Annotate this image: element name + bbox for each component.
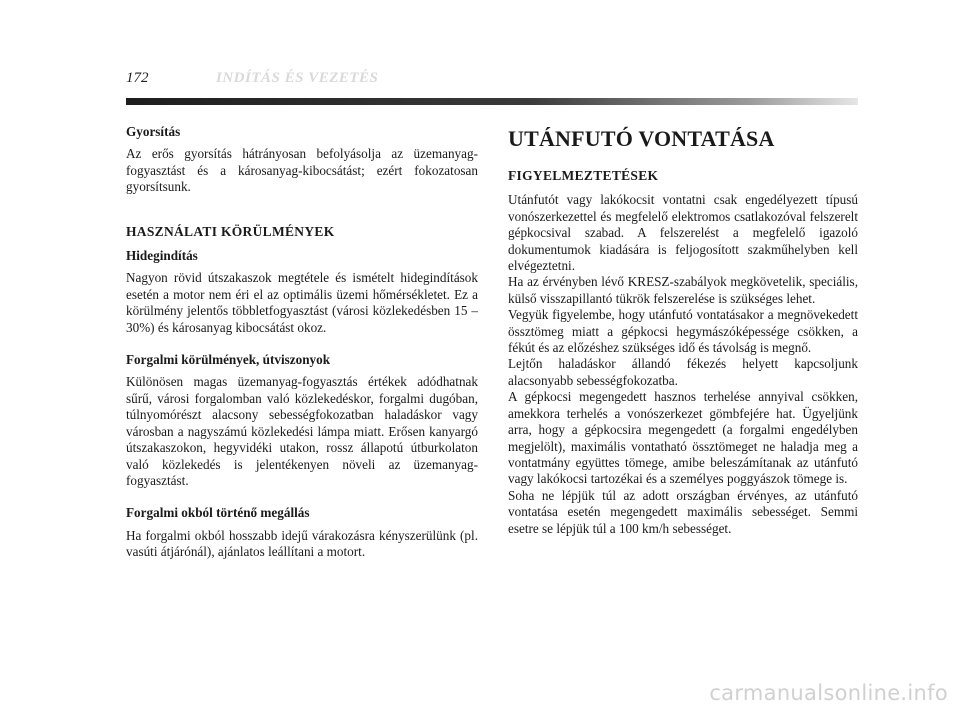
- warnings-heading: FIGYELMEZTETÉSEK: [508, 168, 659, 183]
- spacer: [126, 336, 478, 352]
- page-number: 172: [126, 70, 149, 86]
- cold-start-text: Nagyon rövid útszakaszok megtétele és ismételt hidegindítások esetén a motor nem éri el az optimális üzemi hőmérsékletet. Ez a körülmény jelentős többletfogyasztást (városi közlekedésben 15 – 30%) és károsanyag kibocsátást okoz.: [126, 270, 478, 335]
- spacer: [126, 196, 478, 224]
- warning-paragraph: Soha ne lépjük túl az adott országban érvényes, az utánfutó vontatása esetén megengedett maximális sebességet. Semmi esetre se lépjük túl a 100 km/h sebességet.: [508, 487, 858, 536]
- left-column: [126, 124, 478, 561]
- warning-paragraph: Ha az érvényben lévő KRESZ-szabályok megkövetelik, speciális, külső visszapillantó tükrök felszerelése is szükséges lehet.: [508, 274, 858, 306]
- stopping-heading: Forgalmi okból történő megállás: [126, 505, 310, 521]
- warning-paragraph: Vegyük figyelembe, hogy utánfutó vontatásakor a megnövekedett össztömeg miatt a gépkocsi hegymászóképessége csökken, a fékút és az előzéshez szükséges idő és távolság is megnő.: [508, 307, 858, 356]
- acceleration-text: Az erős gyorsítás hátrányosan befolyásolja az üzemanyag-fogyasztást és a károsanyag-kibocsátást; ezért fokozatosan gyorsítsunk.: [126, 146, 478, 195]
- header-rule: [126, 98, 858, 105]
- traffic-text: Különösen magas üzemanyag-fogyasztás értékek adódhatnak sűrű, városi forgalomban való közlekedéskor, forgalmi dugóban, túlnyomórészt alacsony sebességfokozatban haladáskor vagy városban a nagyszámú közlekedési lámpa miatt. Erősen kanyargó útszakaszokon, hegyvidéki utakon, rossz állapotú útburkolaton való közlekedés is jelentékenyen növeli az üzemanyag-fogyasztást.: [126, 374, 478, 488]
- spacer: [126, 489, 478, 505]
- page-header: [126, 70, 856, 90]
- stopping-text: Ha forgalmi okból hosszabb idejű várakozásra kényszerülünk (pl. vasúti átjárónál), ajánlatos leállítani a motort.: [126, 527, 478, 560]
- acceleration-heading: Gyorsítás: [126, 124, 181, 139]
- warning-paragraph: Lejtőn haladáskor állandó fékezés helyett kapcsoljunk alacsonyabb sebességfokozatba.: [508, 356, 858, 388]
- traffic-heading: Forgalmi körülmények, útviszonyok: [126, 352, 331, 368]
- section-title: UTÁNFUTÓ VONTATÁSA: [508, 126, 775, 151]
- right-column: [508, 124, 858, 537]
- cold-start-heading: Hidegindítás: [126, 248, 198, 264]
- running-title: INDÍTÁS ÉS VEZETÉS: [216, 70, 379, 86]
- conditions-heading: HASZNÁLATI KÖRÜLMÉNYEK: [126, 223, 335, 239]
- warning-paragraph: Utánfutót vagy lakókocsit vontatni csak engedélyezett típusú vonószerkezettel és megfelelő elektromos csatlakozóval felszerelt gépkocsival szabad. A felszerelést a megfelelő igazoló dokumentumok kiadására is feljogosított szakműhelyben kell elvégeztetni.: [508, 192, 858, 274]
- watermark: carmanualsonline.info: [709, 681, 948, 705]
- warning-paragraph: A gépkocsi megengedett hasznos terhelése annyival csökken, amekkora terhelés a vonószerkezet gömbfejére hat. Ügyeljünk arra, hogy a gépkocsira megengedett (a forgalmi engedélyben megjelölt), maximális vontatható össztömeget ne haladja meg a vontatmány együttes tömege, amibe beleszámítanak az utánfutó vagy lakókocsi tartozékai és a személyes poggyászok tömege is.: [508, 389, 858, 487]
